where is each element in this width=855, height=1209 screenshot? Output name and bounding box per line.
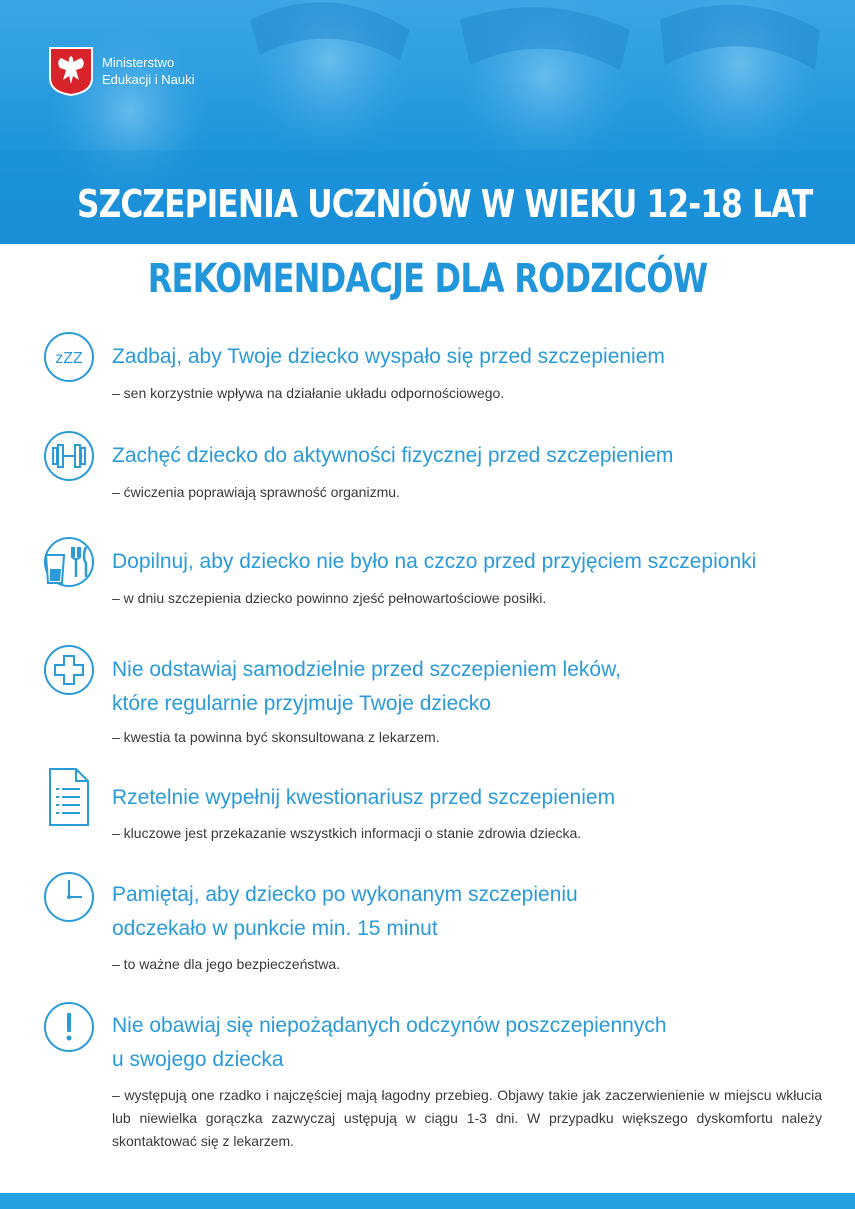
heading-line: u swojego dziecka xyxy=(112,1048,284,1071)
page-subtitle: REKOMENDACJE DLA RODZICÓW xyxy=(147,256,708,302)
svg-text:zZZ: zZZ xyxy=(55,350,83,367)
heading-line: Rzetelnie wypełnij kwestionariusz przed szczepieniem xyxy=(112,786,616,809)
meal-icon xyxy=(42,535,96,589)
recommendation-body: – sen korzystnie wpływa na działanie układu odpornościowego. xyxy=(112,385,505,401)
recommendation-heading xyxy=(112,340,832,374)
clock-icon xyxy=(42,870,96,924)
recommendation-body: – to ważne dla jego bezpieczeństwa. xyxy=(112,956,341,972)
recommendation-body: – kwestia ta powinna być skonsultowana z lekarzem. xyxy=(112,729,440,745)
heading-line: Pamiętaj, aby dziecko po wykonanym szczepieniu xyxy=(112,883,578,906)
heading-line: Zadbaj, aby Twoje dziecko wyspało się przed szczepieniem xyxy=(112,345,665,368)
questionnaire-icon xyxy=(42,767,92,827)
recommendation-heading xyxy=(112,1009,832,1077)
heading-line: odczekało w punkcie min. 15 minut xyxy=(112,917,438,940)
sleep-icon xyxy=(42,330,96,384)
header-banner xyxy=(0,0,855,244)
heading-line: Zachęć dziecko do aktywności fizycznej przed szczepieniem xyxy=(112,444,674,467)
recommendation-heading xyxy=(112,439,832,473)
recommendation-heading xyxy=(112,781,832,815)
recommendation-body: – kluczowe jest przekazanie wszystkich informacji o stanie zdrowia dziecka. xyxy=(112,825,582,841)
recommendation-heading xyxy=(112,545,832,579)
exclamation-icon xyxy=(42,1000,96,1054)
recommendation-body: – w dniu szczepienia dziecko powinno zjeść pełnowartościowe posiłki. xyxy=(112,590,547,606)
heading-line: Nie obawiaj się niepożądanych odczynów poszczepiennych xyxy=(112,1014,667,1037)
recommendation-heading xyxy=(112,653,832,721)
ministry-logo xyxy=(48,46,195,96)
heading-line: Nie odstawiaj samodzielnie przed szczepieniem leków, xyxy=(112,658,621,681)
page-title: SZCZEPIENIA UCZNIÓW W WIEKU 12-18 LAT xyxy=(76,182,813,226)
recommendation-body: – występują one rzadko i najczęściej mają łagodny przebieg. Objawy takie jak zaczerwienienie w miejscu wkłucia lub niewielka gorączka zazwyczaj ustępują w ciągu 1-3 dni. W przypadku większego dyskomfortu należy skontaktować się z lekarzem. xyxy=(112,1087,822,1149)
ministry-name-line1: Ministerstwo xyxy=(102,55,175,70)
medical-cross-icon xyxy=(42,643,96,697)
dumbbell-icon xyxy=(42,429,96,483)
heading-line: Dopilnuj, aby dziecko nie było na czczo przed przyjęciem szczepionki xyxy=(112,550,757,573)
recommendation-heading xyxy=(112,878,832,946)
polish-eagle-emblem-icon xyxy=(48,46,94,96)
recommendation-body: – ćwiczenia poprawiają sprawność organizmu. xyxy=(112,484,400,500)
ministry-name-line2: Edukacji i Nauki xyxy=(102,72,195,87)
heading-line: które regularnie przyjmuje Twoje dziecko xyxy=(112,692,491,715)
footer-bar xyxy=(0,1193,855,1209)
